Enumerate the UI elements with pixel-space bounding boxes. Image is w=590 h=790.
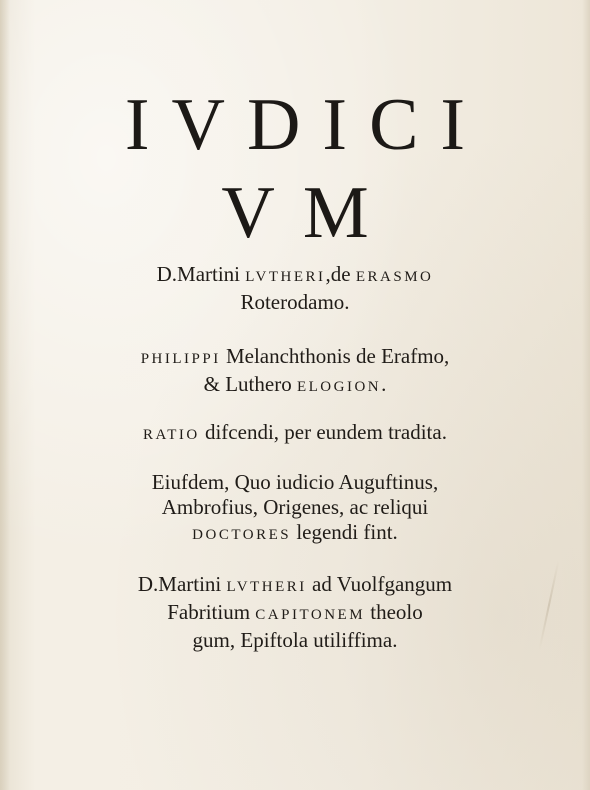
text-run: .	[381, 372, 387, 396]
contents-item-epistola	[0, 572, 590, 653]
text-run-smallcaps: PHILIPPI	[140, 351, 221, 367]
text-line	[0, 344, 590, 372]
text-run: Melanchthonis de Erafmo,	[220, 344, 450, 368]
text-run: & Luthero	[203, 372, 297, 396]
text-run: Fabritium	[167, 600, 256, 624]
text-line	[0, 290, 590, 315]
text-line	[0, 600, 590, 628]
text-run: ad Vuolfgangum	[306, 572, 453, 596]
text-run: Eiufdem, Quo iudicio Auguftinus,	[151, 470, 439, 494]
text-line	[0, 262, 590, 290]
text-line	[0, 372, 590, 400]
text-line	[0, 520, 590, 548]
text-run: legendi fint.	[291, 520, 398, 544]
main-title-line-2: VM	[221, 172, 397, 254]
text-run-smallcaps: ELOGION	[296, 379, 382, 395]
contents-item-doctores	[0, 470, 590, 548]
contents-item-melanchthon-elogion	[0, 344, 590, 400]
contents-item-luther-on-erasmus	[0, 262, 590, 315]
text-line	[0, 420, 590, 448]
text-line	[0, 628, 590, 653]
text-line	[0, 572, 590, 600]
text-run-smallcaps: ERASMO	[355, 269, 434, 285]
text-run: difcendi, per eundem tradita.	[199, 420, 447, 444]
text-run-smallcaps: DOCTORES	[192, 527, 292, 543]
text-run: D.Martini	[156, 262, 246, 286]
text-run-smallcaps: RATIO	[143, 427, 200, 443]
text-run: Roterodamo.	[240, 290, 350, 314]
text-run-smallcaps: LVTHERI	[245, 269, 326, 285]
text-line	[0, 470, 590, 495]
contents-item-ratio-discendi	[0, 420, 590, 448]
text-line	[0, 495, 590, 520]
text-run-smallcaps: LVTHERI	[226, 579, 307, 595]
text-run: gum, Epiftola utiliffima.	[192, 628, 398, 652]
text-run: theolo	[365, 600, 423, 624]
text-run: D.Martini	[137, 572, 227, 596]
text-run-smallcaps: CAPITONEM	[255, 607, 366, 623]
text-run: ,de	[325, 262, 356, 286]
text-run: Ambrofius, Origenes, ac reliqui	[161, 495, 429, 519]
main-title-line-1: IVDICI	[124, 84, 488, 166]
